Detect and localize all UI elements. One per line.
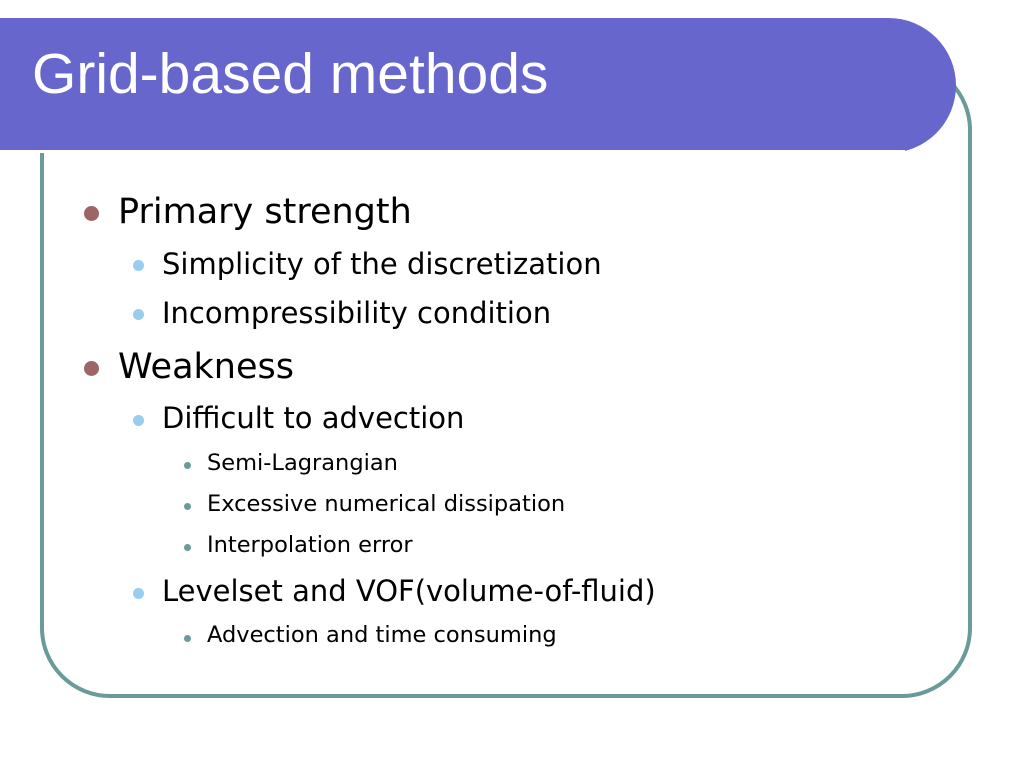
bullet-advection-time: Advection and time consuming <box>207 622 557 648</box>
bullet-semi-lagrangian: Semi-Lagrangian <box>207 450 398 476</box>
bullet-dot-icon <box>84 361 99 376</box>
bullet-simplicity: Simplicity of the discretization <box>162 247 602 281</box>
bullet-dot-icon <box>184 544 191 551</box>
bullet-dot-icon <box>84 206 99 221</box>
slide-title: Grid-based methods <box>32 42 549 106</box>
bullet-dot-icon <box>184 635 191 642</box>
bullet-levelset-vof: Levelset and VOF(volume-of-fluid) <box>162 574 656 608</box>
title-underline <box>0 150 905 153</box>
bullet-primary-strength: Primary strength <box>118 192 412 232</box>
bullet-dot-icon <box>133 415 144 426</box>
bullet-dot-icon <box>184 503 191 510</box>
bullet-interpolation-error: Interpolation error <box>207 532 413 558</box>
bullet-incompressibility: Incompressibility condition <box>162 296 552 330</box>
bullet-dot-icon <box>133 588 144 599</box>
bullet-dot-icon <box>133 309 144 320</box>
bullet-numerical-dissipation: Excessive numerical dissipation <box>207 491 566 517</box>
bullet-difficult-advection: Difficult to advection <box>162 401 465 435</box>
bullet-dot-icon <box>133 260 144 271</box>
bullet-weakness: Weakness <box>118 347 294 387</box>
bullet-dot-icon <box>184 462 191 469</box>
